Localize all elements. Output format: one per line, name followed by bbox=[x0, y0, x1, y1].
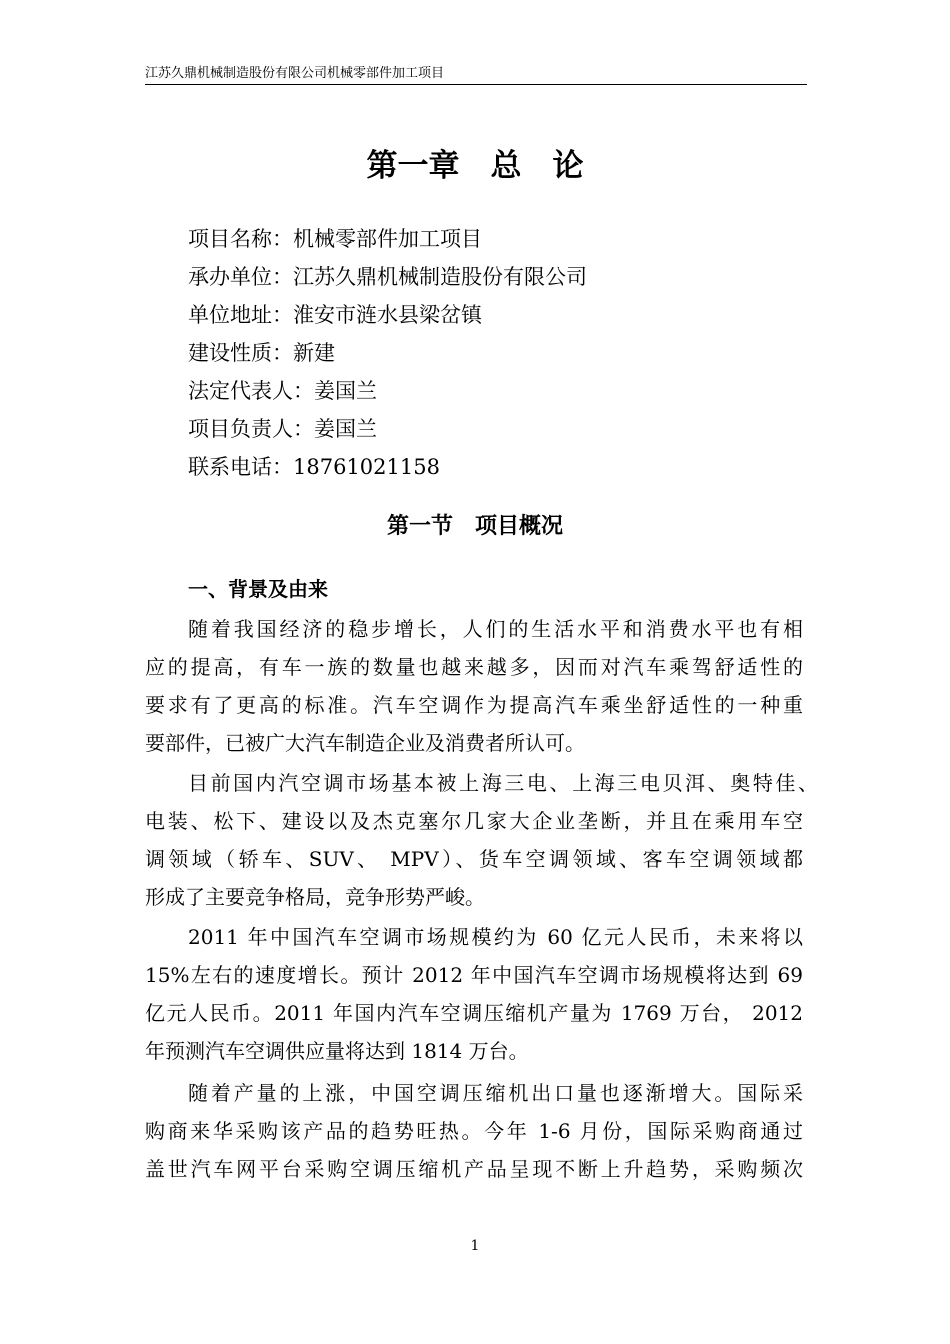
project-info bbox=[188, 220, 587, 486]
paragraph-line: 盖世汽车网平台采购空调压缩机产品呈现不断上升趋势，采购频次 bbox=[145, 1157, 803, 1181]
paragraph-line: 年预测汽车空调供应量将达到 1814 万台。 bbox=[145, 1039, 529, 1063]
info-address: 单位地址：淮安市涟水县梁岔镇 bbox=[188, 303, 482, 327]
paragraph-line: 目前国内汽空调市场基本被上海三电、上海三电贝洱、奥特佳、 bbox=[188, 771, 818, 795]
chapter-title: 第一章 总 论 bbox=[366, 148, 584, 184]
paragraph-line: 电装、松下、建设以及杰克塞尔几家大企业垄断，并且在乘用车空 bbox=[145, 809, 803, 833]
paragraph-line: 应的提高，有车一族的数量也越来越多，因而对汽车乘驾舒适性的 bbox=[145, 655, 803, 679]
paragraph-line: 要求有了更高的标准。汽车空调作为提高汽车乘坐舒适性的一种重 bbox=[145, 693, 803, 717]
page-header: 江苏久鼎机械制造股份有限公司机械零部件加工项目 bbox=[145, 66, 807, 85]
paragraph-line: 亿元人民币。2011 年国内汽车空调压缩机产量为 1769 万台， 2012 bbox=[145, 1001, 803, 1025]
info-phone: 联系电话：18761021158 bbox=[188, 455, 440, 479]
paragraph-line: 随着我国经济的稳步增长，人们的生活水平和消费水平也有相 bbox=[188, 617, 803, 641]
info-organizer: 承办单位：江苏久鼎机械制造股份有限公司 bbox=[188, 265, 587, 289]
info-construction-type: 建设性质：新建 bbox=[188, 341, 335, 365]
paragraph-line: 形成了主要竞争格局，竞争形势严峻。 bbox=[145, 885, 485, 909]
paragraph-line: 15%左右的速度增长。预计 2012 年中国汽车空调市场规模将达到 69 bbox=[145, 963, 803, 987]
info-project-leader: 项目负责人：姜国兰 bbox=[188, 417, 377, 441]
paragraph-line: 随着产量的上涨，中国空调压缩机出口量也逐渐增大。国际采 bbox=[188, 1081, 803, 1105]
paragraph-line: 调领域（轿车、SUV、 MPV）、货车空调领域、客车空调领域都 bbox=[145, 847, 803, 871]
paragraph-line: 购商来华采购该产品的趋势旺热。今年 1-6 月份，国际采购商通过 bbox=[145, 1119, 803, 1143]
paragraph-line: 2011 年中国汽车空调市场规模约为 60 亿元人民币，未来将以 bbox=[188, 925, 803, 949]
info-project-name: 项目名称：机械零部件加工项目 bbox=[188, 227, 482, 251]
info-legal-representative: 法定代表人：姜国兰 bbox=[188, 379, 377, 403]
page-number: 1 bbox=[470, 1238, 480, 1254]
section-title: 第一节 项目概况 bbox=[386, 514, 563, 539]
paragraph-line: 要部件，已被广大汽车制造企业及消费者所认可。 bbox=[145, 731, 585, 755]
subsection-title: 一、背景及由来 bbox=[188, 577, 328, 601]
